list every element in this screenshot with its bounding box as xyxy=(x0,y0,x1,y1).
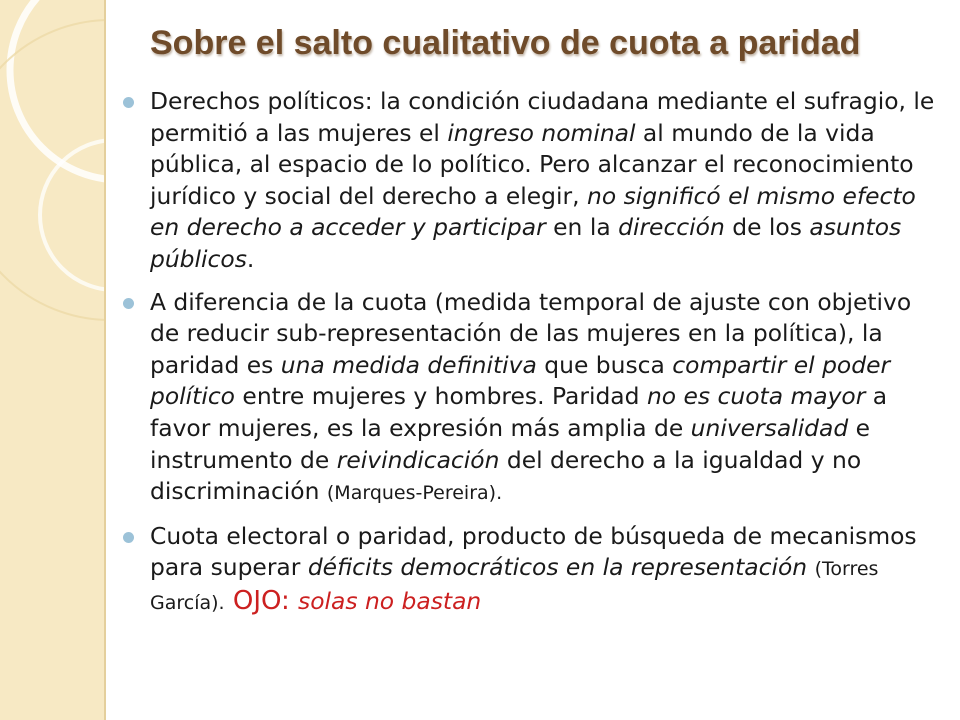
citation: (Marques-Pereira). xyxy=(326,482,503,505)
text-run xyxy=(807,553,814,581)
slide-body xyxy=(120,86,940,631)
italic-run: no significó el mismo efecto en derecho a acceder y participar xyxy=(150,181,916,242)
text-run: a favor mujeres, es la expresión más amplia de xyxy=(150,382,888,442)
text-run: Derechos políticos: la condición ciudadana mediante el sufragio, le permitió a las mujeres el xyxy=(150,87,935,147)
decorative-sidebar xyxy=(0,0,106,720)
text-run: entre mujeres y hombres. Paridad xyxy=(235,382,647,411)
text-run: A diferencia de la cuota (medida temporal de ajuste con objetivo de reducir sub-representación de las mujeres en la política), la paridad es xyxy=(150,287,912,379)
italic-run: dirección xyxy=(618,213,725,242)
bullet-item xyxy=(120,287,940,510)
italic-run: déficits democráticos en la representación xyxy=(307,553,808,582)
citation: (Torres García). xyxy=(150,558,879,614)
text-run: Cuota electoral o paridad, producto de búsqueda de mecanismos para superar xyxy=(150,521,917,582)
text-run: de los xyxy=(724,213,810,242)
bullet-item xyxy=(120,521,940,620)
italic-run: asuntos públicos xyxy=(150,213,902,273)
italic-run: no es cuota mayor xyxy=(646,382,866,411)
text-run: e instrumento de xyxy=(150,413,871,474)
text-run: que busca xyxy=(536,350,673,379)
italic-run: universalidad xyxy=(690,413,849,442)
bullet-dot-icon xyxy=(123,97,134,108)
warning-text: solas no bastan xyxy=(298,586,482,615)
italic-run: una medida definitiva xyxy=(280,350,537,379)
warning-label: OJO: xyxy=(224,585,299,616)
bullet-list xyxy=(120,86,940,620)
text-run: en la xyxy=(545,213,619,242)
bullet-item xyxy=(120,86,940,276)
italic-run: compartir el poder político xyxy=(150,350,891,411)
italic-run: ingreso nominal xyxy=(447,118,636,147)
text-run: al mundo de la vida pública, al espacio de lo político. Pero alcanzar el reconocimiento jurídico y social del derecho a elegir, xyxy=(150,118,914,210)
text-run: del derecho a la igualdad y no discriminación xyxy=(150,445,862,506)
decorative-circles xyxy=(0,0,106,720)
text-run: . xyxy=(246,244,255,273)
slide-title: Sobre el salto cualitativo de cuota a paridad xyxy=(150,24,861,62)
bullet-dot-icon xyxy=(123,532,134,543)
bullet-dot-icon xyxy=(123,298,134,309)
italic-run: reivindicación xyxy=(336,445,500,474)
